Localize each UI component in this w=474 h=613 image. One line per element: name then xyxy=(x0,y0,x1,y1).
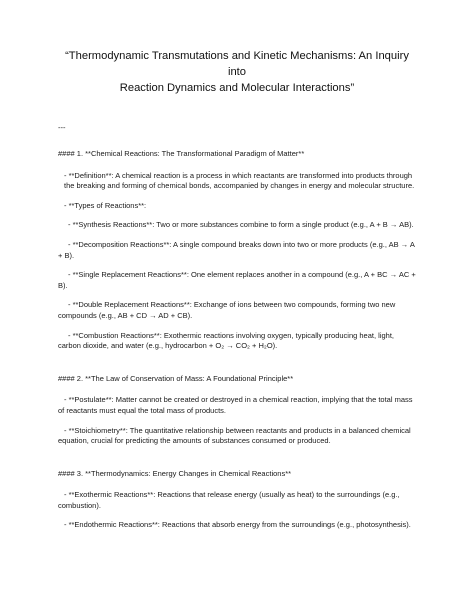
double-replacement-item: - **Double Replacement Reactions**: Exchange of ions between two compounds, forming two new compounds (e.g., AB + CD → AD + CB). xyxy=(58,300,396,320)
postulate-item: - **Postulate**: Matter cannot be created or destroyed in a chemical reaction, implying that the total mass of reactants must equal the total mass of products. xyxy=(58,395,413,415)
section-3-heading: #### 3. **Thermodynamics: Energy Changes in Chemical Reactions** xyxy=(58,468,292,478)
types-of-reactions-item: - **Types of Reactions**: xyxy=(64,200,147,210)
separator: --- xyxy=(58,123,66,132)
document-title xyxy=(58,48,416,96)
title-line-2: Reaction Dynamics and Molecular Interactions” xyxy=(119,82,355,94)
single-replacement-item: - **Single Replacement Reactions**: One element replaces another in a compound (e.g., A + BC → AC + B). xyxy=(58,270,416,290)
definition-item: - **Definition**: A chemical reaction is a process in which reactants are transformed into products through the breaking and forming of chemical bonds, accompanied by changes in energy and molecular structure. xyxy=(64,170,415,191)
endothermic-item: - **Endothermic Reactions**: Reactions that absorb energy from the surroundings (e.g., photosynthesis). xyxy=(64,520,411,530)
combustion-item: - **Combustion Reactions**: Exothermic reactions involving oxygen, typically producing heat, light, carbon dioxide, and water (e.g., hydrocarbon + O₂ → CO₂ + H₂O). xyxy=(58,330,394,351)
stoichiometry-item: - **Stoichiometry**: The quantitative relationship between reactants and products in a balanced chemical equation, crucial for predicting the amounts of substances consumed or produced. xyxy=(58,425,411,446)
title-line-1: “Thermodynamic Transmutations and Kinetic Mechanisms: An Inquiry into xyxy=(65,50,409,78)
section-2-heading: #### 2. **The Law of Conservation of Mass: A Foundational Principle** xyxy=(58,373,294,383)
synthesis-item: - **Synthesis Reactions**: Two or more substances combine to form a single product (e.g., A + B → AB). xyxy=(68,220,414,230)
exothermic-item: - **Exothermic Reactions**: Reactions that release energy (usually as heat) to the surroundings (e.g., combustion). xyxy=(58,490,400,510)
decomposition-item: - **Decomposition Reactions**: A single compound breaks down into two or more products (e.g., AB → A + B). xyxy=(58,239,415,260)
section-1-heading: #### 1. **Chemical Reactions: The Transformational Paradigm of Matter** xyxy=(58,149,305,158)
